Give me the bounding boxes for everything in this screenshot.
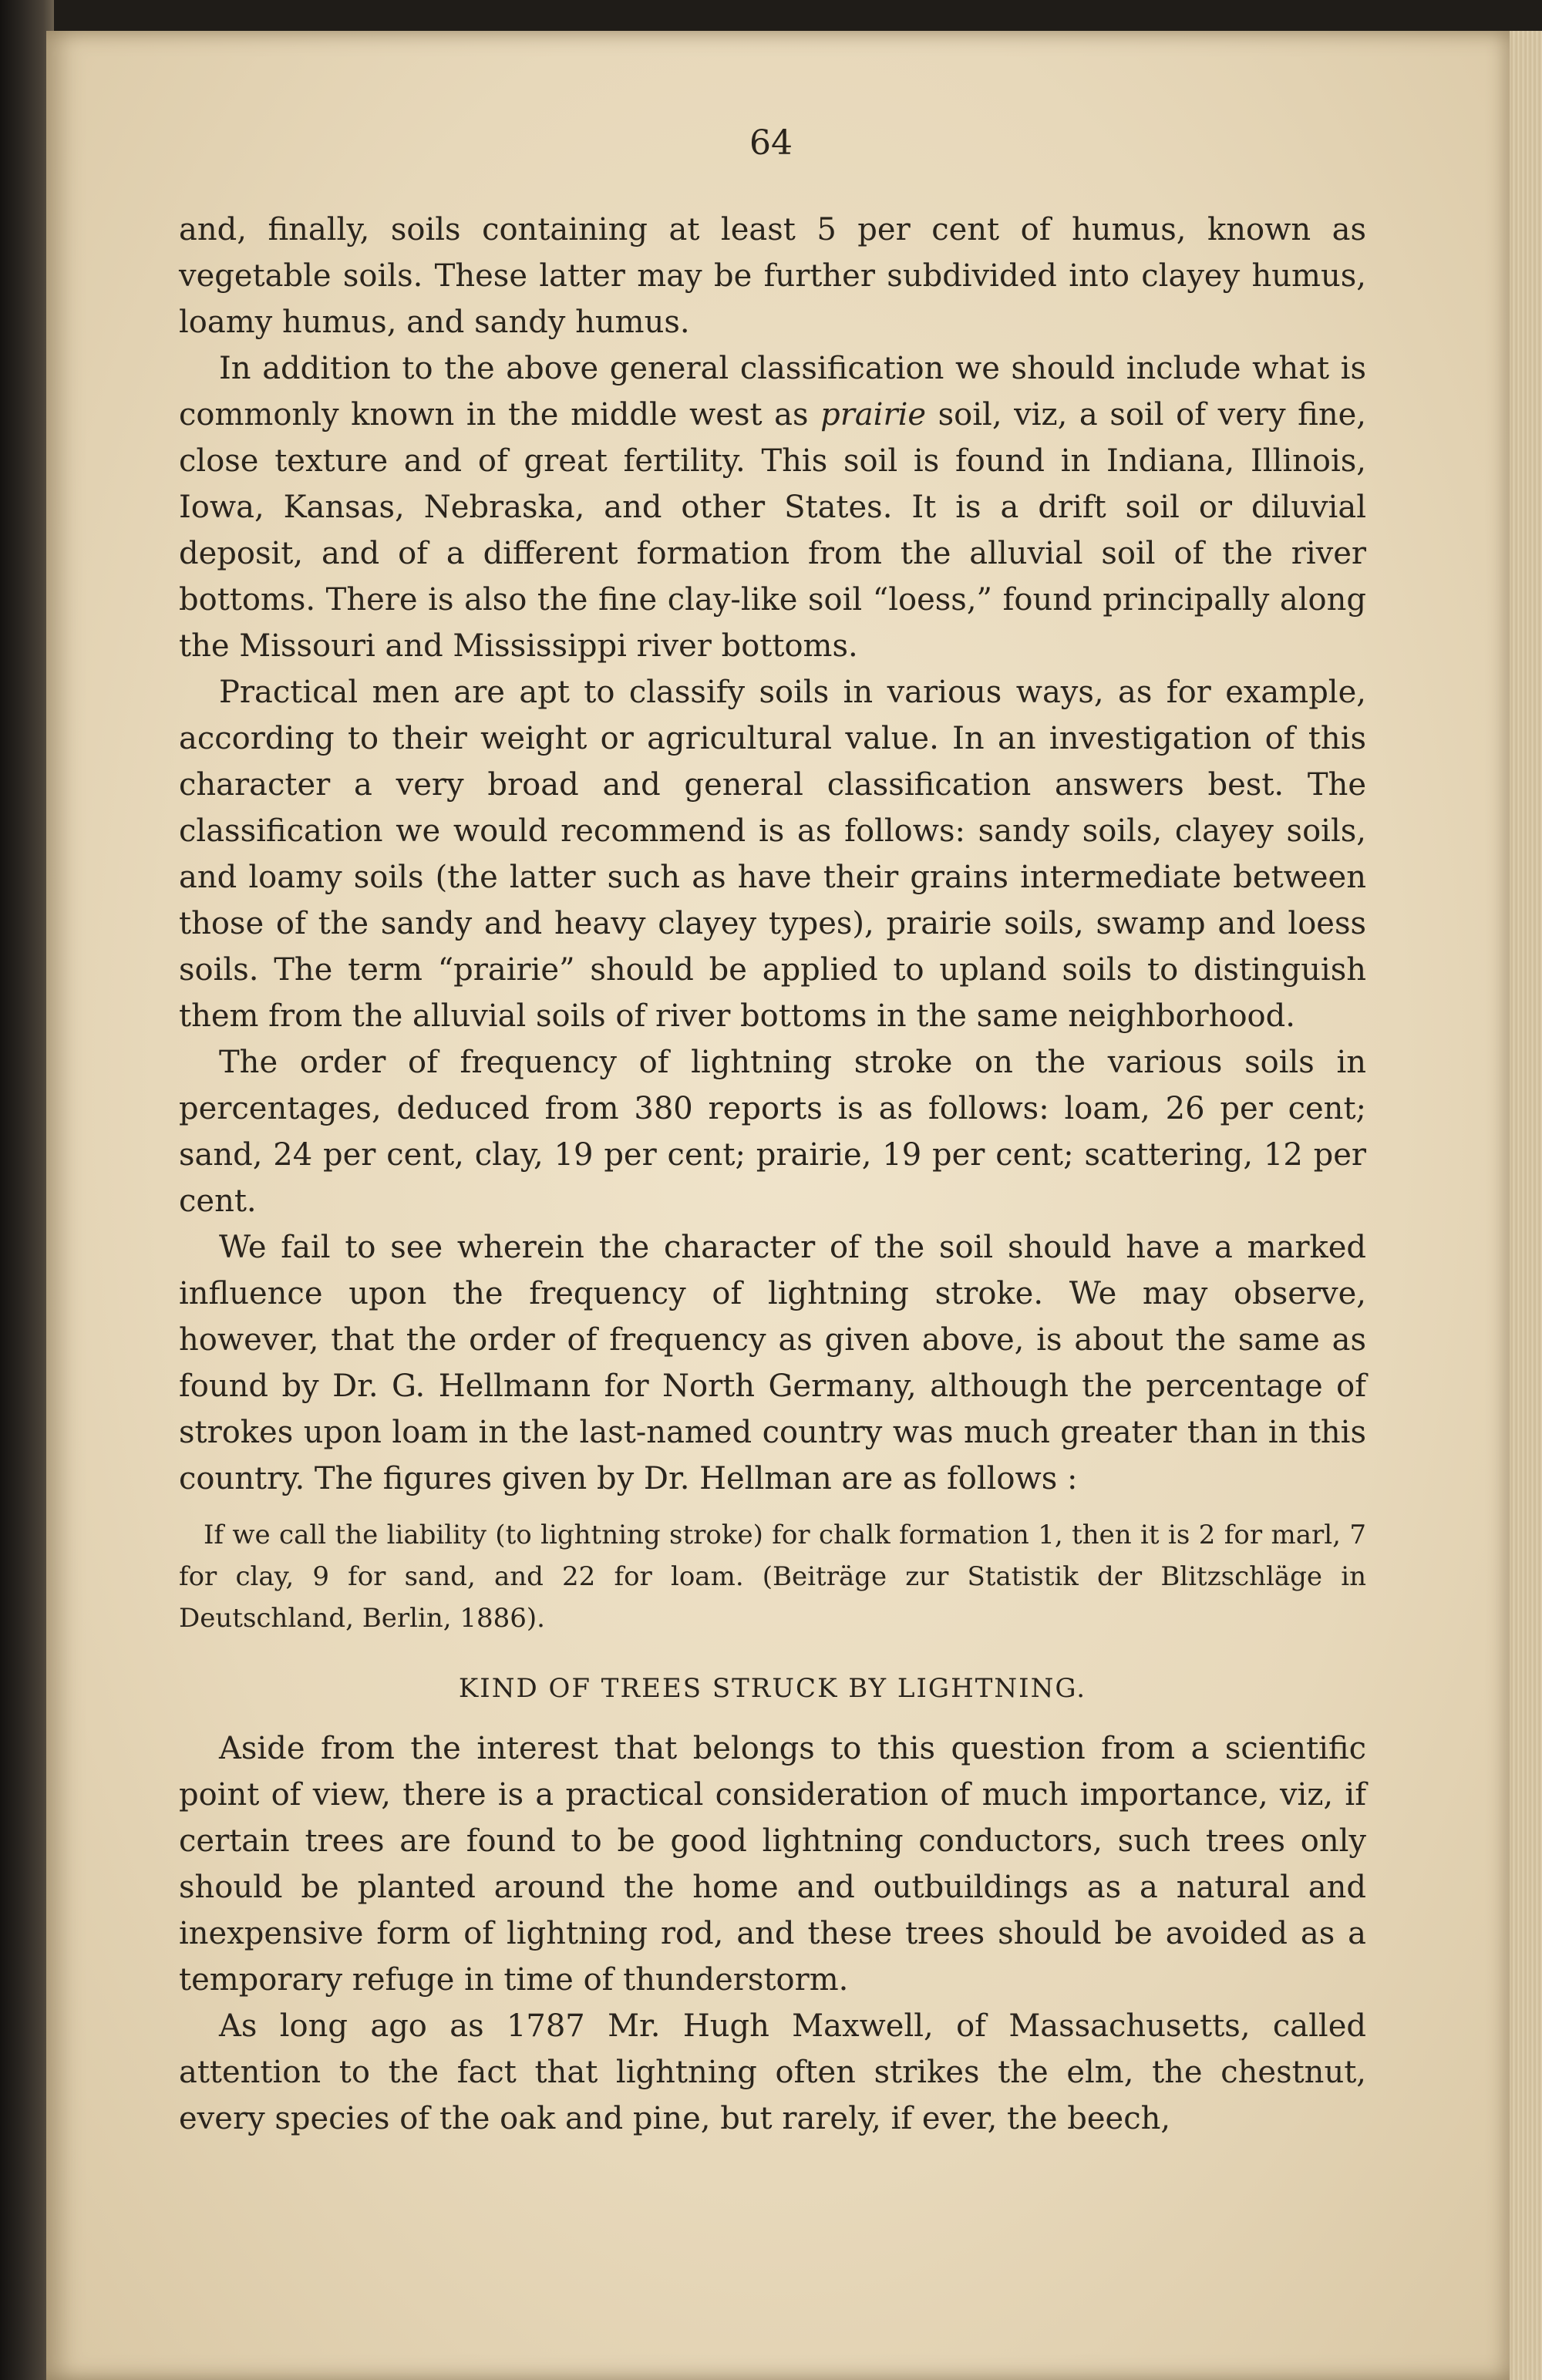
body-text	[179, 207, 1366, 2142]
page-edges	[1510, 31, 1542, 2380]
section-heading: KIND OF TREES STRUCK BY LIGHTNING.	[458, 1673, 1087, 1704]
paragraph-maxwell: As long ago as 1787 Mr. Hugh Maxwell, of Massachusetts, called attention to the fact that lightning often strikes the elm, the chestnut, every species of the oak and pine, but rarely, if ever, the beech,	[179, 2008, 1366, 2136]
paragraph-prairie-text-b: soil, viz, a soil of very fine, close texture and of great fertility. This soil is found in Indiana, Illinois, Iowa, Kansas, Nebraska, and other States. It is a drift soil or diluvial deposit, and of a different formation from the alluvial soil of the river bottoms. There is also the fine clay-like soil “loess,” found principally along the Missouri and Mississippi river bottoms.	[179, 397, 1366, 664]
prairie-italic: prairie	[820, 397, 927, 433]
paragraph-classification: Practical men are apt to classify soils in various ways, as for example, according to their weight or agricultural value. In an investigation of this character a very broad and general classification answers best. The classification we would recommend is as follows: sandy soils, clayey soils, and loamy soils (the latter such as have their grains intermediate between those of the sandy and heavy clayey types), prairie soils, swamp and loess soils. The term “prairie” should be applied to upland soils to distinguish them from the alluvial soils of river bottoms in the same neighborhood.	[179, 675, 1366, 1034]
paragraph-humus: and, finally, soils containing at least 5 per cent of humus, known as vegetable soils. These latter may be further subdivided into clayey humus, loamy humus, and sandy humus.	[179, 212, 1366, 340]
paragraph-prairie-soil	[179, 345, 1366, 669]
paragraph-trees-importance: Aside from the interest that belongs to this question from a scientific point of view, there is a practical consideration of much importance, viz, if certain trees are found to be good lightning conductors, such trees only should be planted around the home and outbuildings as a natural and inexpensive form of lightning rod, and these trees should be avoided as a temporary refuge in time of thunderstorm.	[179, 1731, 1366, 1998]
footnote-hellmann-figures: If we call the liability (to lightning stroke) for chalk formation 1, then it is 2 for marl, 7 for clay, 9 for sand, and 22 for loam. (Beiträge zur Statistik der Blitzschläge in Deutschland, Berlin, 1886).	[179, 1520, 1366, 1634]
paragraph-prairie-text-a: In addition to the above general classification we should include what is commonly known in the middle west as	[179, 351, 1366, 433]
page-number: 64	[749, 123, 793, 163]
paragraph-hellmann: We fail to see wherein the character of the soil should have a marked influence upon the frequency of lightning stroke. We may observe, however, that the order of frequency as given above, is about the same as found by Dr. G. Hellmann for North Germany, although the percentage of strokes upon loam in the last-named country was much greater than in this country. The figures given by Dr. Hellman are as follows :	[179, 1230, 1366, 1496]
paragraph-frequency: The order of frequency of lightning stroke on the various soils in percentages, deduced from 380 reports is as follows: loam, 26 per cent; sand, 24 per cent, clay, 19 per cent; prairie, 19 per cent; scattering, 12 per cent.	[179, 1045, 1366, 1219]
